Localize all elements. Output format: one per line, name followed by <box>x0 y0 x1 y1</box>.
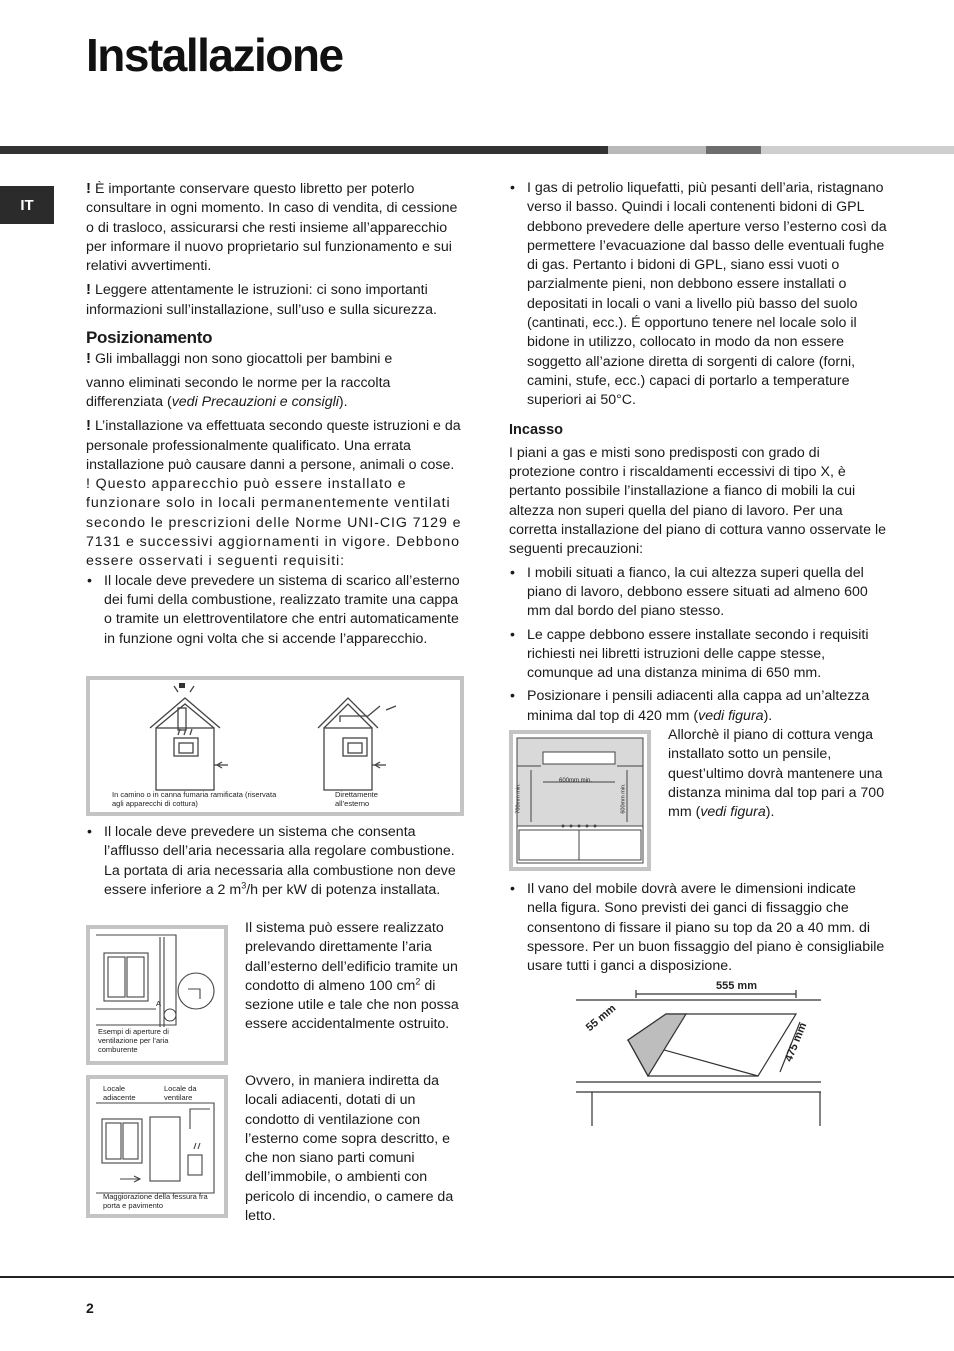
wall-unit-text-a: Allorchè il piano di cottura venga installato sotto un pensile, quest’ultimo dovrà mantenere una distanza minima dal top pari a 700 mm ( <box>668 727 885 821</box>
list-item: • I mobili situati a fianco, la cui altezza superi quella del piano di lavoro, debbono essere situati ad almeno 600 mm dal bordo del piano stesso. <box>509 564 887 622</box>
install-paragraph <box>86 416 464 475</box>
dimension-label: 555 mm <box>716 980 757 992</box>
dimension-label: 55 mm <box>583 1002 619 1034</box>
wall-unit-paragraph <box>668 726 888 826</box>
recycling-end: ). <box>338 393 348 410</box>
figure-caption: In camino o in canna fumaria ramificata (riservata agli apparecchi di cottura) <box>112 790 277 808</box>
page-title: Installazione <box>86 29 343 81</box>
list-item: • Le cappe debbono essere installate secondo i requisiti richiesti nei libretti istruzioni delle cappe stesse, comunque ad una distanza minima di 650 mm. <box>509 626 887 684</box>
recycling-paragraph <box>86 374 464 413</box>
packaging-paragraph <box>86 349 464 369</box>
air-intake-text <box>245 919 465 1035</box>
recycling-ref: vedi Precauzioni e consigli <box>171 393 339 410</box>
figure-caption: Direttamente all’esterno <box>335 790 378 808</box>
figure-adjacent-room <box>86 1075 228 1218</box>
wall-unit-text-b: ). <box>765 804 775 821</box>
list-item-text: Posizionare i pensili adiacenti alla cappa ad un’altezza minima dal top di 420 mm ( <box>527 688 870 724</box>
figure-caption: Maggiorazione della fessura fra porta e pavimento <box>103 1192 208 1210</box>
list-item: • Il vano del mobile dovrà avere le dimensioni indicate nella figura. Sono previsti dei ganci di fissaggio che consentono di fissare il piano su top da 20 a 40 mm. di spessore. Per un buon fissaggio del piano è consigliabile usare tutti i ganci a disposizione. <box>509 880 887 976</box>
intro-paragraph <box>86 179 464 276</box>
figure-ref: vedi figura <box>700 804 766 821</box>
footer-rule <box>0 1276 954 1278</box>
figure-air-intake <box>86 925 228 1065</box>
air-intake-paragraph <box>245 919 465 1039</box>
list-item: • Il locale deve prevedere un sistema di scarico all’esterno dei fumi della combustione, realizzato tramite una cappa o tramite un elettroventilatore che entri automaticamente in funzione ogni volta che si accende l’apparecchio. <box>86 572 464 649</box>
intro-text: È importante conservare questo libretto per poterlo consultare in ogni momento. In caso di vendita, di cessione o di trasloco, assicurarsi che resti insieme all’apparecchio per informare il nuovo proprietario sul funzionamento e sui relativi avvertimenti. <box>86 181 458 275</box>
figure-hood-clearance <box>509 730 651 871</box>
warning-mark: ! <box>86 350 91 368</box>
list-item-text: Il locale deve prevedere un sistema che consenta l’afflusso dell’aria necessaria alla regolare combustione. La portata di aria necessaria alla combustione non deve essere inferiore a 2 m <box>104 824 456 898</box>
dimension-label: 700mm min. <box>515 783 522 814</box>
incasso-paragraph: I piani a gas e misti sono predisposti con grado di protezione contro i riscaldamenti eccessivi di tipo X, è pertanto possibile l’installazione a fianco di mobili la cui altezza non superi quella del piano di lavoro. Per una corretta installazione del piano di cottura vanno osservate le seguenti precauzioni: <box>509 444 886 558</box>
ventilation-paragraph: ! Questo apparecchio può essere installato e funzionare solo in locali permanentemente ventilati secondo le prescrizioni delle Norme UNI-CIG 7129 e 7131 e successivi aggiornamenti in vigore. Debbono essere osservati i seguenti requisiti: <box>86 476 462 570</box>
language-tab: IT <box>0 186 54 224</box>
page-number: 2 <box>86 1300 94 1316</box>
air-intake-text-b: di sezione utile e tale che non possa essere accidentalmente ostruito. <box>245 977 459 1033</box>
figure-ref: vedi figura <box>698 707 764 724</box>
right-column <box>509 179 887 730</box>
warning-mark: ! <box>86 417 91 435</box>
list-item: • I gas di petrolio liquefatti, più pesanti dell’aria, ristagnano verso il basso. Quindi i locali contenenti bidoni di GPL debbono prevedere delle aperture verso l’esterno così da permettere l’evacuazione dal basso delle eventuali fughe di gas. Pertanto i bidoni di GPL, siano essi vuoti o parzialmente pieni, non debbono essere installati o depositati in locali o vani a livello più basso del suolo (cantinati, ecc.). É opportuno tenere nel locale solo il bidone in utilizzo, collocato in modo da non essere soggetto all’azione diretta di sorgenti di calore (forni, camini, stufe, ecc.) capaci di portarlo a temperature superiori ai 50°C. <box>509 179 887 411</box>
header-rule-light <box>608 146 706 154</box>
figure-exhaust <box>86 676 464 816</box>
indirect-text: Ovvero, in maniera indiretta da locali adiacenti, dotati di un condotto di ventilazione con l’esterno come sopra descritto, e che non siano parti comuni dell’immobile, o ambienti con pericolo di incendio, o camere da letto. <box>245 1073 454 1225</box>
figure-label: Locale adiacente <box>103 1084 136 1102</box>
cutout-paragraph <box>509 880 887 980</box>
air-intake-text-a: Il sistema può essere realizzato prelevando direttamente l’aria dall’esterno dell’edificio tramite un condotto di almeno 100 cm <box>245 920 458 994</box>
left-column-cont <box>86 823 464 904</box>
figure-label: Locale da ventilare <box>164 1084 197 1102</box>
section-heading-incasso: Incasso <box>509 421 563 438</box>
header-rule-dark <box>0 146 608 154</box>
list-item <box>86 823 464 900</box>
list-item-text: /h per kW di potenza installata. <box>246 881 441 898</box>
figure-caption: Esempi di aperture di ventilazione per l’aria comburente <box>98 1027 169 1054</box>
header-rule-mid <box>706 146 761 154</box>
superscript: 3 <box>241 880 247 891</box>
figure-cutout <box>576 980 821 1130</box>
section-heading-posizionamento: Posizionamento <box>86 328 213 348</box>
read-paragraph <box>86 280 464 320</box>
recycling-text: vanno eliminati secondo le norme per la raccolta differenziata ( <box>86 374 391 410</box>
superscript: 2 <box>415 976 421 987</box>
packaging-text: Gli imballaggi non sono giocattoli per bambini e <box>94 351 393 368</box>
header-rule-pale <box>761 146 954 154</box>
list-item <box>509 687 887 726</box>
warning-mark: ! <box>86 281 91 299</box>
wall-unit-text <box>668 726 888 822</box>
indirect-paragraph <box>245 1072 465 1230</box>
read-text: Leggere attentamente le istruzioni: ci sono importanti informazioni sull’installazione, sull’uso e sulla sicurezza. <box>86 282 437 318</box>
left-column <box>86 179 464 653</box>
dimension-label: 600mm min. <box>559 778 593 784</box>
dimension-label: 475 mm <box>782 1021 810 1064</box>
figure-label: A <box>156 999 162 1008</box>
dimension-label: 600mm min. <box>620 783 627 814</box>
list-item-text: ). <box>763 707 773 724</box>
warning-mark: ! <box>86 180 91 197</box>
install-text: L’installazione va effettuata secondo queste istruzioni e da personale professionalmente qualificato. Una errata installazione può causare danni a persone, animali o cose. <box>86 418 461 473</box>
